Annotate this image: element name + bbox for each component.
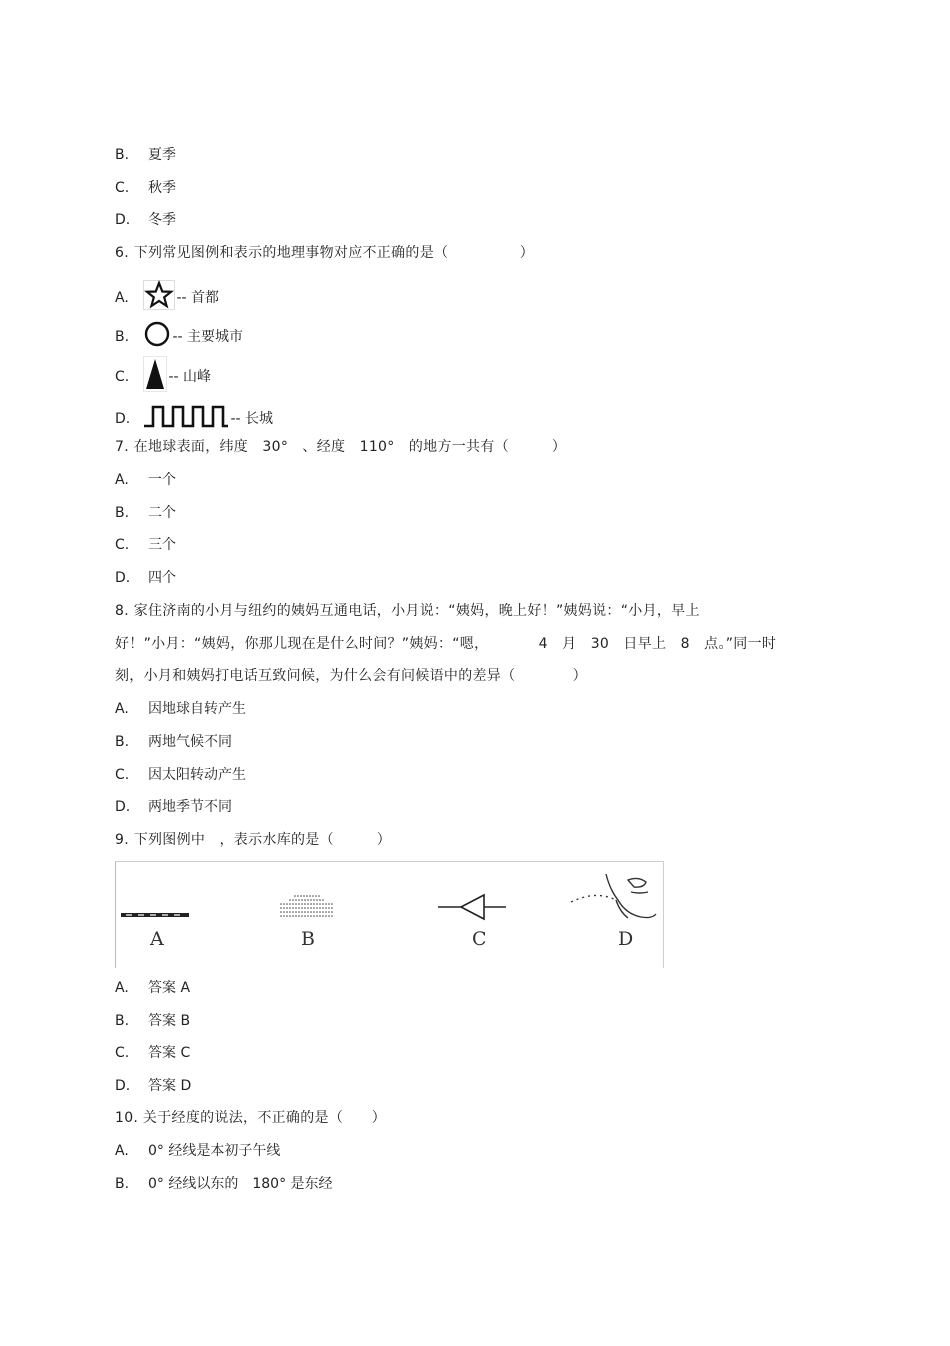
figure-label-d: D [618,928,634,950]
triangle-peak-icon [143,356,167,398]
q8-stem-line-3: 刻，小月和姨妈打电话互致问候，为什么会有问候语中的差异（ ） [115,668,587,684]
q8-stem-line-2: 好！”小月：“姨妈，你那儿现在是什么时间？”姨妈：“嗯， 4 月 30 日早上 8 点。”同一时 [115,636,777,652]
q6-option-c: C. -- 山峰 [115,356,211,398]
q8-option-d: D. 两地季节不同 [115,799,232,815]
great-wall-icon [143,404,229,434]
q9-option-b: B. 答案 B [115,1013,191,1029]
q7-stem: 7. 在地球表面，纬度 30° 、经度 110° 的地方一共有（ ） [115,439,567,455]
q8-stem-line-1: 8. 家住济南的小月与纽约的姨妈互通电话，小月说：“姨妈，晚上好！”姨妈说：“小月，早上 [115,603,700,619]
figure-label-b: B [301,928,315,950]
q8-option-b: B. 两地气候不同 [115,734,232,750]
q9-option-d: D. 答案 D [115,1078,192,1094]
q6-option-b: B. -- 主要城市 [115,320,243,354]
q7-option-a: A. 一个 [115,472,176,488]
q7-option-d: D. 四个 [115,570,176,586]
figure-label-a: A [150,928,164,950]
figure-label-c: C [472,928,487,950]
q9-option-a: A. 答案 A [115,980,191,996]
q6-stem: 6. 下列常见图例和表示的地理事物对应不正确的是（ ） [115,245,535,261]
q9-stem: 9. 下列图例中 ，表示水库的是（ ） [115,832,392,848]
figure-c-symbol [438,895,506,919]
q8-option-c: C. 因太阳转动产生 [115,767,246,783]
q10-option-a: A. 0° 经线是本初子午线 [115,1143,281,1159]
star-icon [143,280,175,316]
q7-option-c: C. 三个 [115,537,176,553]
q9-legend-figure [115,861,664,968]
figure-d-symbol [571,874,656,918]
figure-b-symbol [280,895,333,917]
q9-option-c: C. 答案 C [115,1045,191,1061]
q5-option-d: D. 冬季 [115,212,176,228]
q5-option-c: C. 秋季 [115,180,176,196]
q10-stem: 10. 关于经度的说法，不正确的是（ ） [115,1110,387,1126]
q5-option-b: B. 夏季 [115,147,176,163]
circle-icon [143,320,171,354]
q8-option-a: A. 因地球自转产生 [115,701,246,717]
q10-option-b: B. 0° 经线以东的 180° 是东经 [115,1176,333,1192]
q7-option-b: B. 二个 [115,505,176,521]
q6-option-d: D. -- 长城 [115,404,273,434]
q6-option-a: A. -- 首都 [115,280,219,316]
